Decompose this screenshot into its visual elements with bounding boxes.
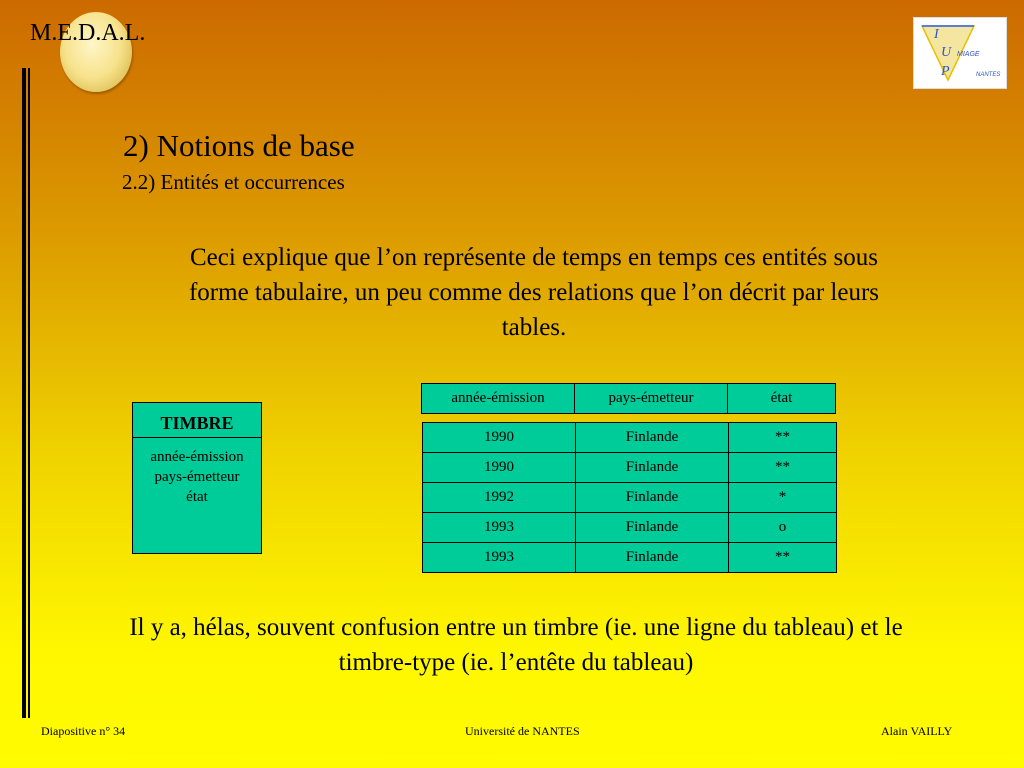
occurrence-table [422,422,837,573]
table-cell: 1990 [423,453,576,483]
iup-miage-logo [913,17,1007,89]
slide-subtitle: 2.2) Entités et occurrences [122,170,345,194]
left-border-bar [22,68,26,718]
table-cell: 1993 [423,543,576,573]
table-cell: ** [729,453,837,483]
table-cell: Finlande [576,423,729,453]
table-cell: ** [729,543,837,573]
column-header: état [728,384,836,414]
table-cell: * [729,483,837,513]
table-row [423,483,837,513]
footer-institution: Université de NANTES [465,724,580,738]
entity-attribute: année-émission [150,449,244,465]
table-cell: Finlande [576,543,729,573]
footer-slide-number: Diapositive n° 34 [41,724,126,738]
column-header: année-émission [422,384,575,414]
body-paragraph-1: Ceci explique que l’on représente de temps en temps ces entités sous forme tabulaire, un peu comme des relations que l’on décrit par leurs tables. [188,244,880,341]
table-cell: ** [729,423,837,453]
table-row [423,543,837,573]
table-row [423,513,837,543]
table-cell: o [729,513,837,543]
entity-name: TIMBRE [133,403,261,438]
slide-title: 2) Notions de base [123,128,355,163]
table-row [423,453,837,483]
footer-author: Alain VAILLY [881,724,953,738]
table-cell: Finlande [576,483,729,513]
table-cell: 1993 [423,513,576,543]
table-cell: Finlande [576,453,729,483]
left-border-bar-thin [28,68,30,718]
logo-word-nantes: NANTES [976,72,1001,78]
medal-title: M.E.D.A.L. [30,20,146,46]
entity-attribute: état [186,489,208,505]
logo-letter-i: I [934,27,939,42]
entity-box [132,402,262,554]
entity-attribute: pays-émetteur [154,469,240,485]
table-cell: Finlande [576,513,729,543]
column-header: pays-émetteur [575,384,728,414]
body-paragraph-2: Il y a, hélas, souvent confusion entre un timbre (ie. une ligne du tableau) et le timbre-type (ie. l’entête du tableau) [129,614,903,676]
table-cell: 1992 [423,483,576,513]
logo-word-miage: MIAGE [957,51,980,58]
logo-letter-u: U [941,45,952,60]
logo-letter-p: P [941,64,950,79]
table-header [421,383,836,414]
table-row [423,423,837,453]
table-cell: 1990 [423,423,576,453]
